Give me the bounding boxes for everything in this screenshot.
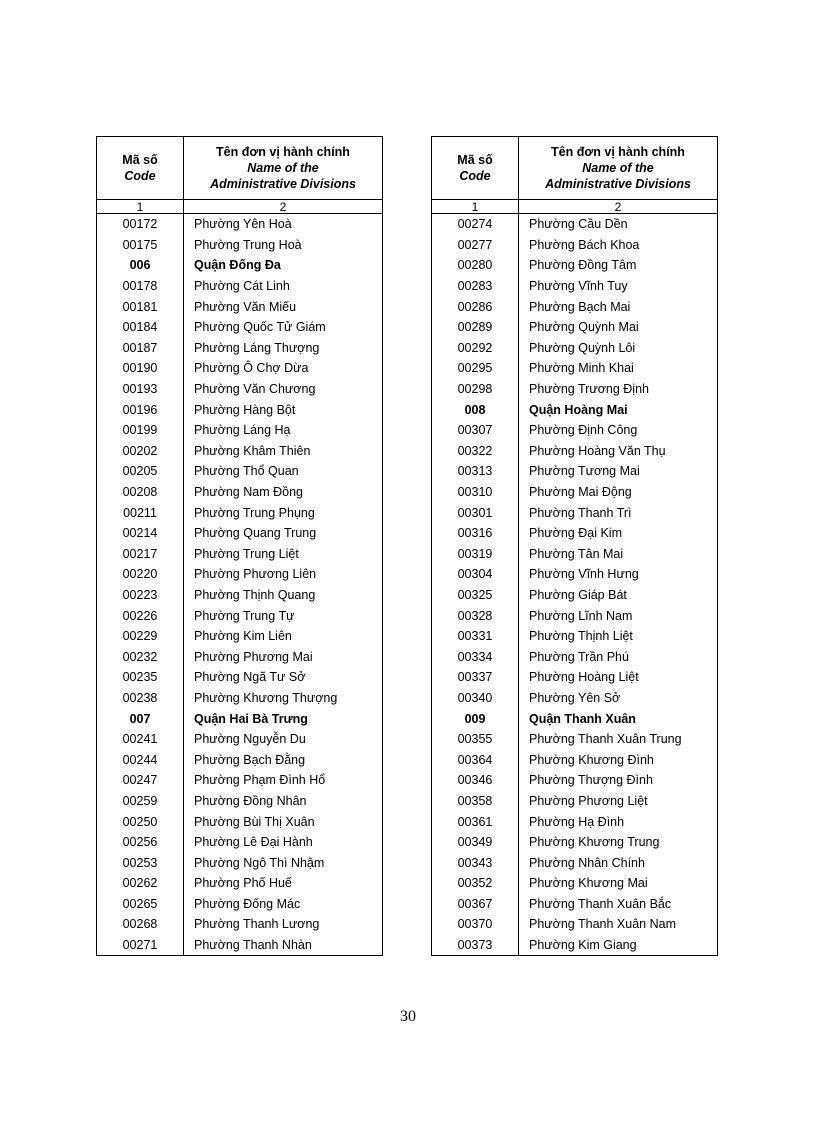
table-row xyxy=(97,564,383,585)
code-cell: 00193 xyxy=(97,379,184,400)
name-cell: Phường Nam Đồng xyxy=(184,482,383,503)
name-cell: Phường Cầu Dền xyxy=(519,214,718,235)
name-cell: Phường Khương Trung xyxy=(519,832,718,853)
code-cell: 00172 xyxy=(97,214,184,235)
name-cell: Phường Bùi Thị Xuân xyxy=(184,811,383,832)
table-row xyxy=(97,791,383,812)
code-cell: 00331 xyxy=(432,626,519,647)
table-row xyxy=(432,894,718,915)
table-row xyxy=(97,482,383,503)
table-row xyxy=(432,914,718,935)
name-cell: Phường Mai Động xyxy=(519,482,718,503)
code-cell: 00223 xyxy=(97,585,184,606)
code-cell: 008 xyxy=(432,399,519,420)
code-cell: 00343 xyxy=(432,852,519,873)
table-row xyxy=(97,235,383,256)
name-cell: Phường Trung Tự xyxy=(184,605,383,626)
code-cell: 009 xyxy=(432,708,519,729)
table-row xyxy=(97,379,383,400)
code-header xyxy=(432,137,519,200)
code-cell: 00256 xyxy=(97,832,184,853)
code-cell: 00373 xyxy=(432,935,519,956)
name-cell: Phường Vĩnh Tuy xyxy=(519,276,718,297)
table-row xyxy=(97,214,383,235)
name-cell: Phường Lĩnh Nam xyxy=(519,605,718,626)
code-cell: 00262 xyxy=(97,873,184,894)
name-cell: Phường Trương Định xyxy=(519,379,718,400)
name-cell: Phường Khương Đình xyxy=(519,749,718,770)
column-number-1: 1 xyxy=(97,200,184,214)
table-row xyxy=(432,482,718,503)
table-row xyxy=(432,770,718,791)
table-row xyxy=(432,729,718,750)
code-cell: 00322 xyxy=(432,441,519,462)
code-cell: 00337 xyxy=(432,667,519,688)
name-cell: Phường Thượng Đình xyxy=(519,770,718,791)
name-cell: Phường Hạ Đình xyxy=(519,811,718,832)
table-row xyxy=(432,667,718,688)
code-cell: 00319 xyxy=(432,544,519,565)
table-row xyxy=(432,255,718,276)
name-cell: Phường Ngô Thì Nhậm xyxy=(184,852,383,873)
name-cell: Phường Hoàng Liệt xyxy=(519,667,718,688)
code-cell: 00190 xyxy=(97,358,184,379)
table-row xyxy=(432,626,718,647)
table-row xyxy=(432,276,718,297)
table-row xyxy=(432,832,718,853)
table-row xyxy=(432,852,718,873)
code-header-en: Code xyxy=(459,169,491,183)
name-cell: Phường Thanh Xuân Nam xyxy=(519,914,718,935)
code-cell: 00226 xyxy=(97,605,184,626)
table-row xyxy=(97,585,383,606)
column-number-1: 1 xyxy=(432,200,519,214)
name-cell: Phường Vĩnh Hưng xyxy=(519,564,718,585)
code-cell: 00370 xyxy=(432,914,519,935)
name-cell: Phường Trung Hoà xyxy=(184,235,383,256)
name-cell: Phường Láng Hạ xyxy=(184,420,383,441)
name-cell: Phường Láng Thượng xyxy=(184,338,383,359)
code-cell: 00346 xyxy=(432,770,519,791)
code-cell: 00196 xyxy=(97,399,184,420)
code-cell: 00358 xyxy=(432,791,519,812)
name-cell: Phường Phố Huế xyxy=(184,873,383,894)
code-cell: 00364 xyxy=(432,749,519,770)
name-cell: Phường Văn Chương xyxy=(184,379,383,400)
table-row xyxy=(97,667,383,688)
name-cell: Phường Văn Miếu xyxy=(184,296,383,317)
table-row xyxy=(432,214,718,235)
code-cell: 00313 xyxy=(432,461,519,482)
code-cell: 00199 xyxy=(97,420,184,441)
code-cell: 00229 xyxy=(97,626,184,647)
code-cell: 00355 xyxy=(432,729,519,750)
name-cell: Quận Hai Bà Trưng xyxy=(184,708,383,729)
table-row xyxy=(97,894,383,915)
table-row xyxy=(432,873,718,894)
name-cell: Phường Đồng Tâm xyxy=(519,255,718,276)
name-cell: Phường Thịnh Liệt xyxy=(519,626,718,647)
name-cell: Phường Trung Liệt xyxy=(184,544,383,565)
code-cell: 00205 xyxy=(97,461,184,482)
name-header-en1: Name of the xyxy=(582,161,654,175)
table-row xyxy=(97,832,383,853)
code-cell: 00211 xyxy=(97,502,184,523)
table-row xyxy=(432,749,718,770)
table-row xyxy=(97,873,383,894)
code-cell: 00352 xyxy=(432,873,519,894)
table-row xyxy=(97,296,383,317)
code-cell: 00286 xyxy=(432,296,519,317)
name-cell: Phường Thanh Lương xyxy=(184,914,383,935)
table-row xyxy=(97,399,383,420)
code-cell: 00244 xyxy=(97,749,184,770)
name-cell: Phường Phương Mai xyxy=(184,646,383,667)
code-cell: 00181 xyxy=(97,296,184,317)
code-cell: 00304 xyxy=(432,564,519,585)
name-cell: Phường Bạch Đằng xyxy=(184,749,383,770)
code-cell: 00283 xyxy=(432,276,519,297)
name-cell: Phường Thanh Xuân Bắc xyxy=(519,894,718,915)
code-cell: 00208 xyxy=(97,482,184,503)
name-header xyxy=(184,137,383,200)
code-cell: 00280 xyxy=(432,255,519,276)
name-cell: Phường Khương Thượng xyxy=(184,688,383,709)
table-row xyxy=(432,502,718,523)
name-cell: Phường Bạch Mai xyxy=(519,296,718,317)
name-cell: Phường Thịnh Quang xyxy=(184,585,383,606)
code-cell: 00349 xyxy=(432,832,519,853)
table-row xyxy=(97,935,383,956)
code-cell: 00334 xyxy=(432,646,519,667)
code-cell: 00367 xyxy=(432,894,519,915)
table-row xyxy=(97,688,383,709)
code-cell: 006 xyxy=(97,255,184,276)
name-cell: Phường Thanh Xuân Trung xyxy=(519,729,718,750)
table-row xyxy=(432,935,718,956)
name-cell: Phường Khâm Thiên xyxy=(184,441,383,462)
code-cell: 00235 xyxy=(97,667,184,688)
code-cell: 00301 xyxy=(432,502,519,523)
code-cell: 00316 xyxy=(432,523,519,544)
code-cell: 007 xyxy=(97,708,184,729)
name-cell: Phường Tương Mai xyxy=(519,461,718,482)
name-header-en2: Administrative Divisions xyxy=(545,177,691,191)
table-row xyxy=(97,729,383,750)
table-row xyxy=(432,441,718,462)
table-row xyxy=(97,852,383,873)
name-cell: Phường Thanh Trì xyxy=(519,502,718,523)
table-row xyxy=(97,605,383,626)
name-cell: Phường Định Công xyxy=(519,420,718,441)
table-row xyxy=(432,646,718,667)
code-header-en: Code xyxy=(124,169,156,183)
district-row xyxy=(97,708,383,729)
code-cell: 00307 xyxy=(432,420,519,441)
name-header-vi: Tên đơn vị hành chính xyxy=(551,145,685,159)
name-cell: Phường Thanh Nhàn xyxy=(184,935,383,956)
name-cell: Phường Quang Trung xyxy=(184,523,383,544)
name-cell: Phường Kim Giang xyxy=(519,935,718,956)
code-cell: 00220 xyxy=(97,564,184,585)
name-cell: Phường Đồng Nhân xyxy=(184,791,383,812)
table-row xyxy=(97,276,383,297)
column-number-2: 2 xyxy=(519,200,718,214)
name-cell: Phường Minh Khai xyxy=(519,358,718,379)
code-cell: 00178 xyxy=(97,276,184,297)
name-cell: Phường Hoàng Văn Thụ xyxy=(519,441,718,462)
table-row xyxy=(432,296,718,317)
name-cell: Phường Đại Kim xyxy=(519,523,718,544)
code-cell: 00232 xyxy=(97,646,184,667)
code-cell: 00250 xyxy=(97,811,184,832)
table-row xyxy=(97,646,383,667)
table-row xyxy=(97,811,383,832)
name-cell: Phường Phương Liệt xyxy=(519,791,718,812)
table-row xyxy=(432,585,718,606)
district-row xyxy=(97,255,383,276)
table-row xyxy=(97,749,383,770)
code-cell: 00310 xyxy=(432,482,519,503)
code-cell: 00202 xyxy=(97,441,184,462)
name-cell: Phường Yên Sở xyxy=(519,688,718,709)
table-row xyxy=(97,523,383,544)
code-cell: 00295 xyxy=(432,358,519,379)
table-row xyxy=(432,688,718,709)
name-cell: Phường Quỳnh Mai xyxy=(519,317,718,338)
name-cell: Phường Ngã Tư Sở xyxy=(184,667,383,688)
table-row xyxy=(432,523,718,544)
code-cell: 00325 xyxy=(432,585,519,606)
name-cell: Phường Cát Linh xyxy=(184,276,383,297)
name-cell: Phường Hàng Bột xyxy=(184,399,383,420)
name-cell: Phường Khương Mai xyxy=(519,873,718,894)
name-header-en2: Administrative Divisions xyxy=(210,177,356,191)
name-cell: Phường Nhân Chính xyxy=(519,852,718,873)
table-row xyxy=(432,338,718,359)
name-header-en1: Name of the xyxy=(247,161,319,175)
code-cell: 00259 xyxy=(97,791,184,812)
table-row xyxy=(97,441,383,462)
name-cell: Phường Quốc Tử Giám xyxy=(184,317,383,338)
name-cell: Phường Yên Hoà xyxy=(184,214,383,235)
code-cell: 00289 xyxy=(432,317,519,338)
table-row xyxy=(97,461,383,482)
name-cell: Quận Thanh Xuân xyxy=(519,708,718,729)
code-cell: 00265 xyxy=(97,894,184,915)
table-row xyxy=(432,317,718,338)
name-cell: Phường Quỳnh Lôi xyxy=(519,338,718,359)
right-table xyxy=(431,136,718,956)
code-cell: 00241 xyxy=(97,729,184,750)
code-header-vi: Mã số xyxy=(122,153,158,167)
code-cell: 00274 xyxy=(432,214,519,235)
name-header-vi: Tên đơn vị hành chính xyxy=(216,145,350,159)
code-header xyxy=(97,137,184,200)
code-cell: 00253 xyxy=(97,852,184,873)
table-row xyxy=(432,379,718,400)
code-cell: 00277 xyxy=(432,235,519,256)
code-header-vi: Mã số xyxy=(457,153,493,167)
table-row xyxy=(432,235,718,256)
table-row xyxy=(432,605,718,626)
table-row xyxy=(432,358,718,379)
code-cell: 00175 xyxy=(97,235,184,256)
name-cell: Phường Bách Khoa xyxy=(519,235,718,256)
name-cell: Phường Trung Phụng xyxy=(184,502,383,523)
name-cell: Phường Phương Liên xyxy=(184,564,383,585)
district-row xyxy=(432,399,718,420)
name-cell: Quận Đống Đa xyxy=(184,255,383,276)
code-cell: 00217 xyxy=(97,544,184,565)
table-row xyxy=(97,770,383,791)
table-row xyxy=(97,626,383,647)
table-row xyxy=(432,461,718,482)
code-cell: 00298 xyxy=(432,379,519,400)
table-row xyxy=(97,317,383,338)
table-row xyxy=(97,502,383,523)
left-table xyxy=(96,136,383,956)
code-cell: 00214 xyxy=(97,523,184,544)
left-table-body xyxy=(97,214,383,956)
name-cell: Phường Phạm Đình Hổ xyxy=(184,770,383,791)
code-cell: 00268 xyxy=(97,914,184,935)
table-row xyxy=(97,338,383,359)
name-cell: Phường Tân Mai xyxy=(519,544,718,565)
table-row xyxy=(432,420,718,441)
table-row xyxy=(432,544,718,565)
name-cell: Phường Nguyễn Du xyxy=(184,729,383,750)
right-table-body xyxy=(432,214,718,956)
code-cell: 00184 xyxy=(97,317,184,338)
table-row xyxy=(97,358,383,379)
column-number-2: 2 xyxy=(184,200,383,214)
table-row xyxy=(432,791,718,812)
code-cell: 00271 xyxy=(97,935,184,956)
name-cell: Phường Ô Chợ Dừa xyxy=(184,358,383,379)
name-cell: Phường Trần Phú xyxy=(519,646,718,667)
code-cell: 00187 xyxy=(97,338,184,359)
name-cell: Phường Đống Mác xyxy=(184,894,383,915)
page-number: 30 xyxy=(400,1008,416,1025)
table-row xyxy=(97,544,383,565)
table-row xyxy=(432,811,718,832)
name-cell: Quận Hoàng Mai xyxy=(519,399,718,420)
name-cell: Phường Giáp Bát xyxy=(519,585,718,606)
name-cell: Phường Kim Liên xyxy=(184,626,383,647)
name-cell: Phường Lê Đại Hành xyxy=(184,832,383,853)
table-row xyxy=(97,914,383,935)
district-row xyxy=(432,708,718,729)
name-header xyxy=(519,137,718,200)
code-cell: 00292 xyxy=(432,338,519,359)
table-row xyxy=(432,564,718,585)
code-cell: 00361 xyxy=(432,811,519,832)
code-cell: 00340 xyxy=(432,688,519,709)
code-cell: 00328 xyxy=(432,605,519,626)
code-cell: 00247 xyxy=(97,770,184,791)
name-cell: Phường Thổ Quan xyxy=(184,461,383,482)
table-row xyxy=(97,420,383,441)
code-cell: 00238 xyxy=(97,688,184,709)
